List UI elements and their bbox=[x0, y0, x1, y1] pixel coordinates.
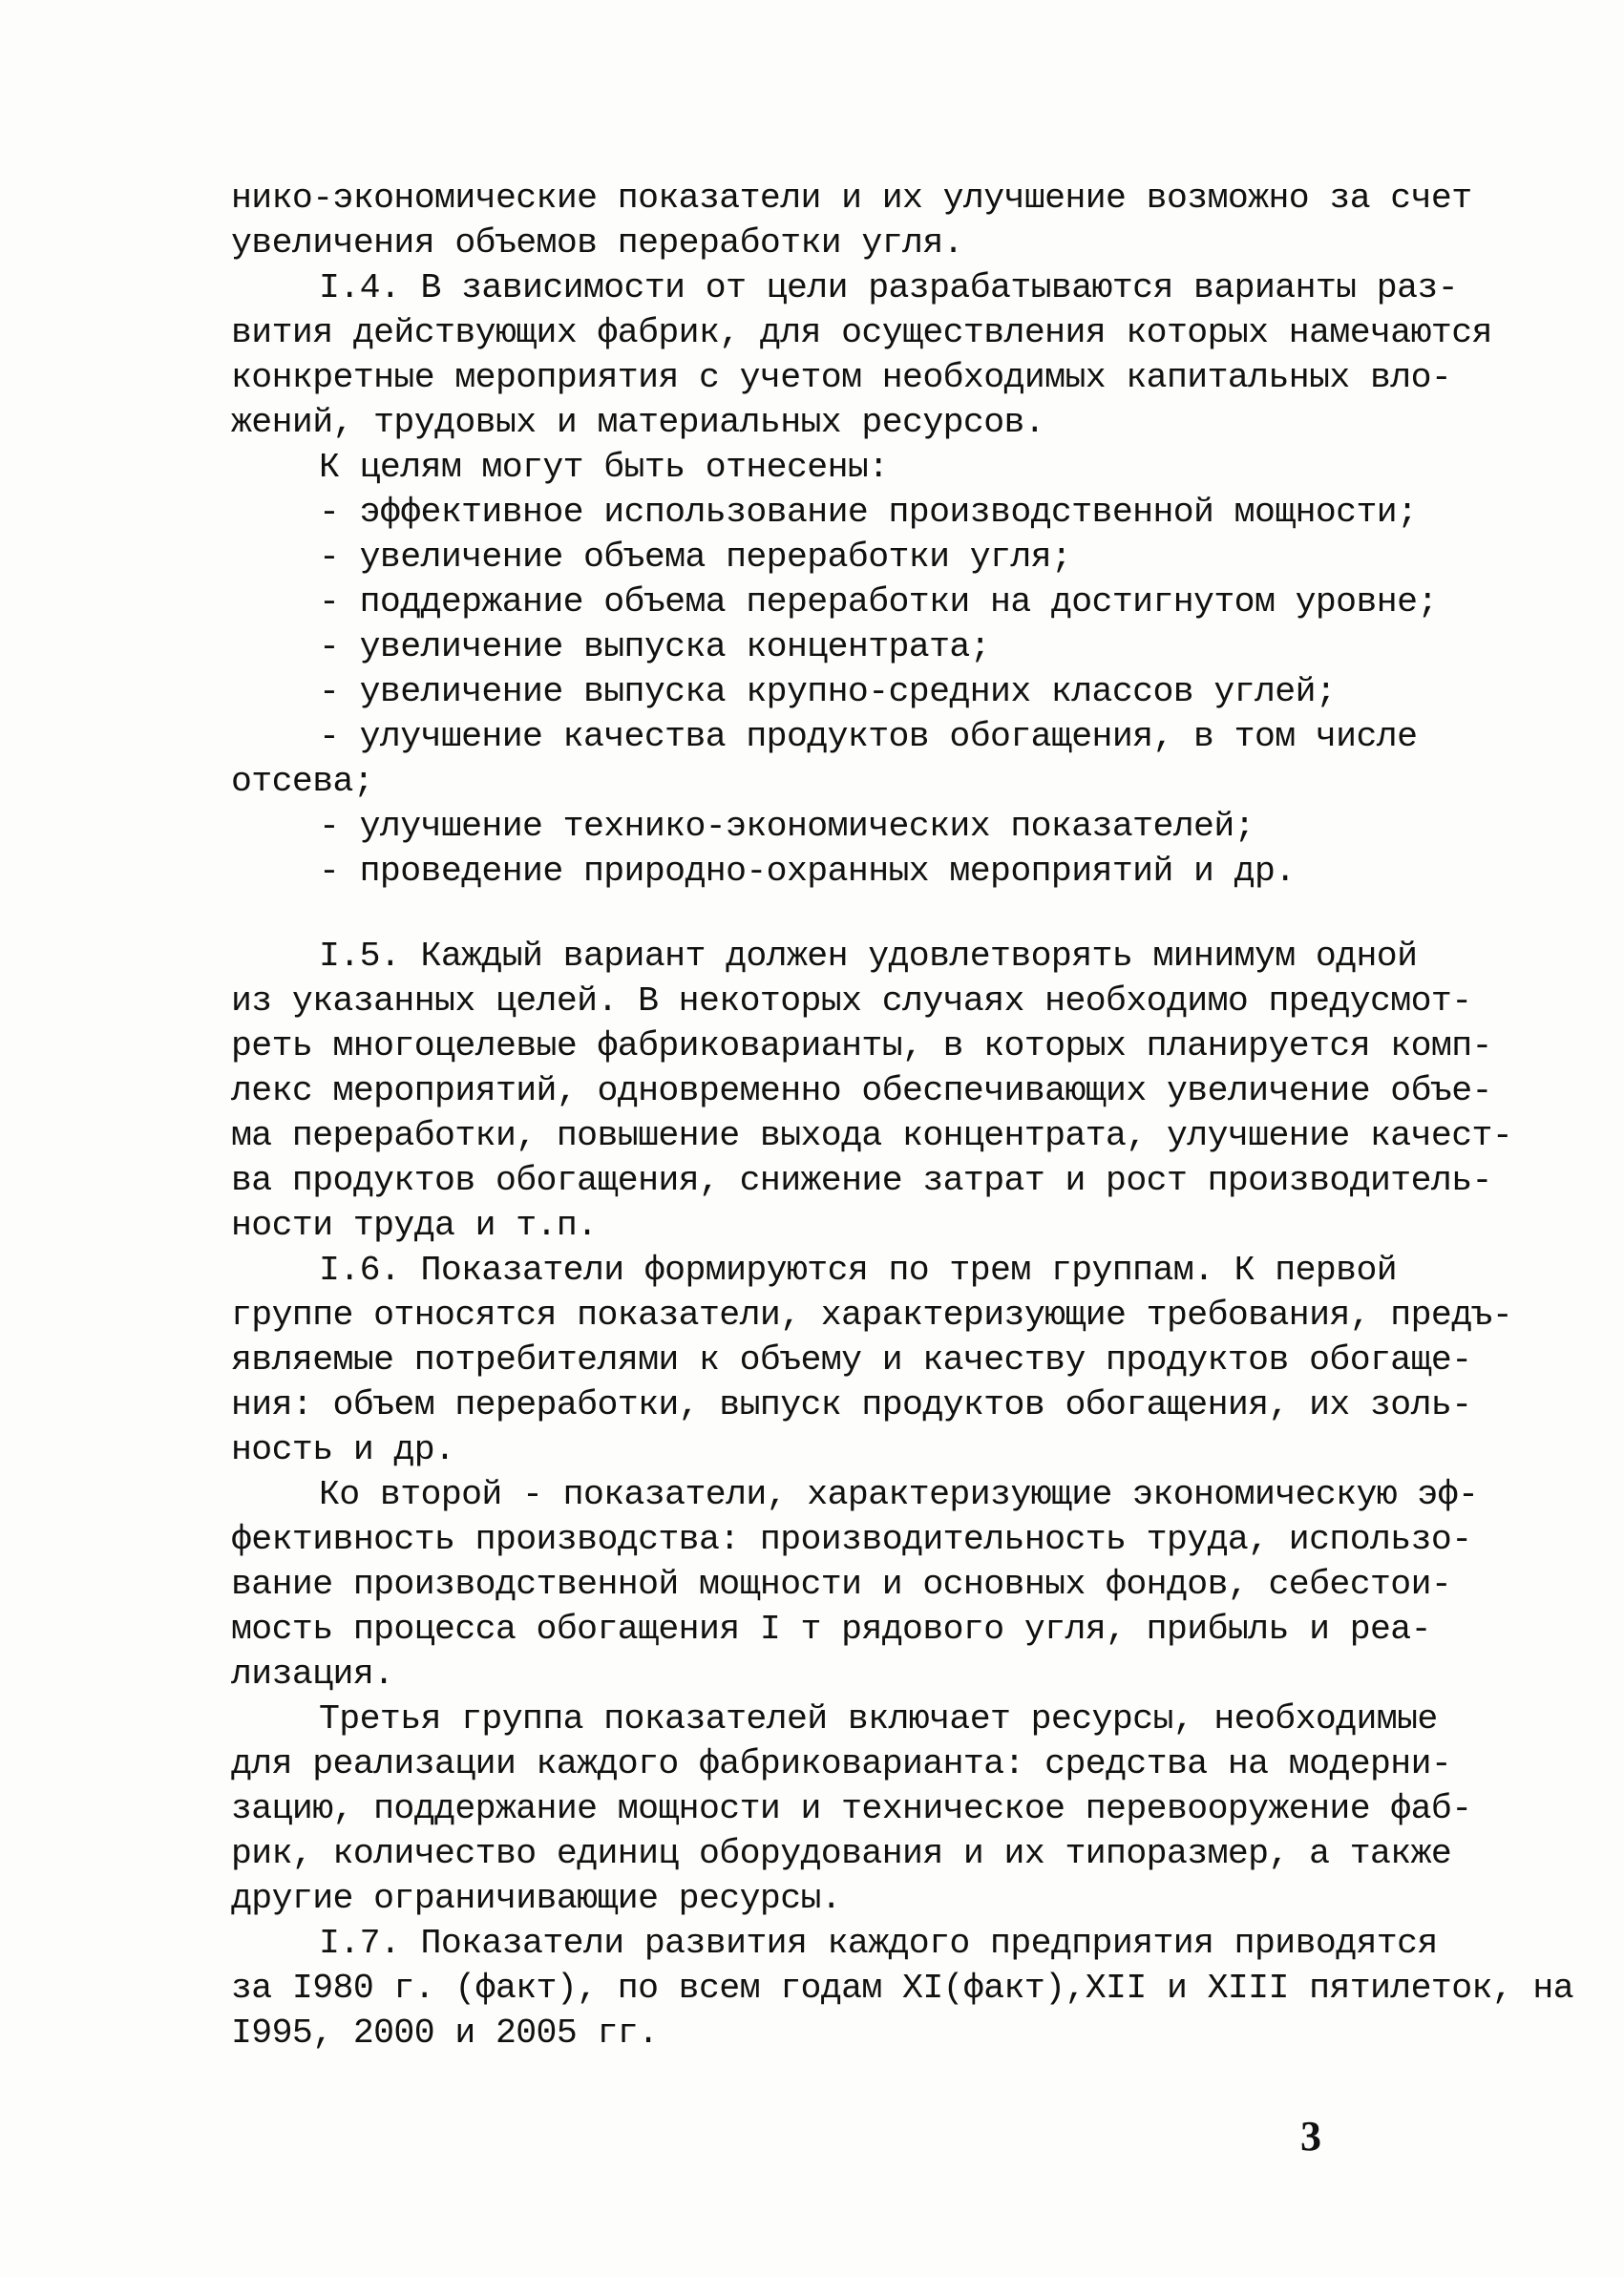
text-line: нико-экономические показатели и их улучшение возможно за счет bbox=[231, 179, 1472, 218]
list-item: - увеличение выпуска концентрата; bbox=[319, 627, 991, 666]
text-line: являемые потребителями к объему и качеству продуктов обогаще- bbox=[231, 1340, 1472, 1380]
text-line: I995, 2000 и 2005 гг. bbox=[231, 2013, 659, 2053]
text-line: конкретные мероприятия с учетом необходимых капитальных вло- bbox=[231, 358, 1452, 397]
page-number: 3 bbox=[1300, 2113, 1321, 2160]
list-item: - эффективное использование производственной мощности; bbox=[319, 493, 1418, 532]
text-line: Ко второй - показатели, характеризующие экономическую эф- bbox=[319, 1475, 1479, 1514]
text-line: группе относятся показатели, характеризующие требования, предъ- bbox=[231, 1296, 1513, 1335]
text-line: ности труда и т.п. bbox=[231, 1206, 598, 1245]
text-line: увеличения объемов переработки угля. bbox=[231, 223, 963, 263]
list-item: - увеличение выпуска крупно-средних классов углей; bbox=[319, 672, 1337, 711]
text-line: вития действующих фабрик, для осуществления которых намечаются bbox=[231, 313, 1492, 352]
text-line-section-1-4: I.4. В зависимости от цели разрабатываются варианты раз- bbox=[319, 268, 1459, 307]
text-line: ния: объем переработки, выпуск продуктов обогащения, их золь- bbox=[231, 1385, 1472, 1424]
text-line: рик, количество единиц оборудования и их типоразмер, а также bbox=[231, 1834, 1452, 1873]
text-line: для реализации каждого фабриковарианта: средства на модерни- bbox=[231, 1744, 1452, 1783]
text-line: зацию, поддержание мощности и техническое перевооружение фаб- bbox=[231, 1789, 1472, 1828]
text-line: отсева; bbox=[231, 762, 374, 801]
paragraph-gap bbox=[231, 894, 1415, 934]
text-line-section-1-6: I.6. Показатели формируются по трем группам. К первой bbox=[319, 1251, 1398, 1290]
text-line: лекс мероприятий, одновременно обеспечивающих увеличение объе- bbox=[231, 1071, 1492, 1110]
list-item: - увеличение объема переработки угля; bbox=[319, 538, 1072, 577]
text-line-section-1-5: I.5. Каждый вариант должен удовлетворять минимум одной bbox=[319, 937, 1418, 976]
text-line: ма переработки, повышение выхода концентрата, улучшение качест- bbox=[231, 1116, 1513, 1155]
list-item: - улучшение технико-экономических показателей; bbox=[319, 807, 1255, 846]
body-text bbox=[231, 176, 1574, 2056]
text-line: ва продуктов обогащения, снижение затрат и рост производитель- bbox=[231, 1161, 1492, 1200]
text-line: фективность производства: производительность труда, использо- bbox=[231, 1520, 1472, 1559]
text-line: лизация. bbox=[231, 1655, 394, 1694]
text-line: из указанных целей. В некоторых случаях необходимо предусмот- bbox=[231, 981, 1472, 1021]
text-line: К целям могут быть отнесены: bbox=[319, 448, 889, 487]
text-line: Третья группа показателей включает ресурсы, необходимые bbox=[319, 1699, 1438, 1739]
text-line: вание производственной мощности и основных фондов, себестои- bbox=[231, 1565, 1452, 1604]
text-line: ность и др. bbox=[231, 1430, 455, 1469]
text-line: реть многоцелевые фабриковарианты, в которых планируется комп- bbox=[231, 1026, 1492, 1065]
list-item: - проведение природно-охранных мероприятий и др. bbox=[319, 852, 1296, 891]
text-line-section-1-7: I.7. Показатели развития каждого предприятия приводятся bbox=[319, 1924, 1438, 1963]
list-item: - поддержание объема переработки на достигнутом уровне; bbox=[319, 582, 1438, 622]
text-line: другие ограничивающие ресурсы. bbox=[231, 1879, 842, 1918]
list-item: - улучшение качества продуктов обогащения, в том числе bbox=[319, 717, 1418, 756]
text-line: жений, трудовых и материальных ресурсов. bbox=[231, 403, 1045, 442]
text-line: за I980 г. (факт), по всем годам XI(факт),XII и XIII пятилеток, на bbox=[231, 1969, 1574, 2008]
text-line: мость процесса обогащения I т рядового угля, прибыль и реа- bbox=[231, 1610, 1431, 1649]
